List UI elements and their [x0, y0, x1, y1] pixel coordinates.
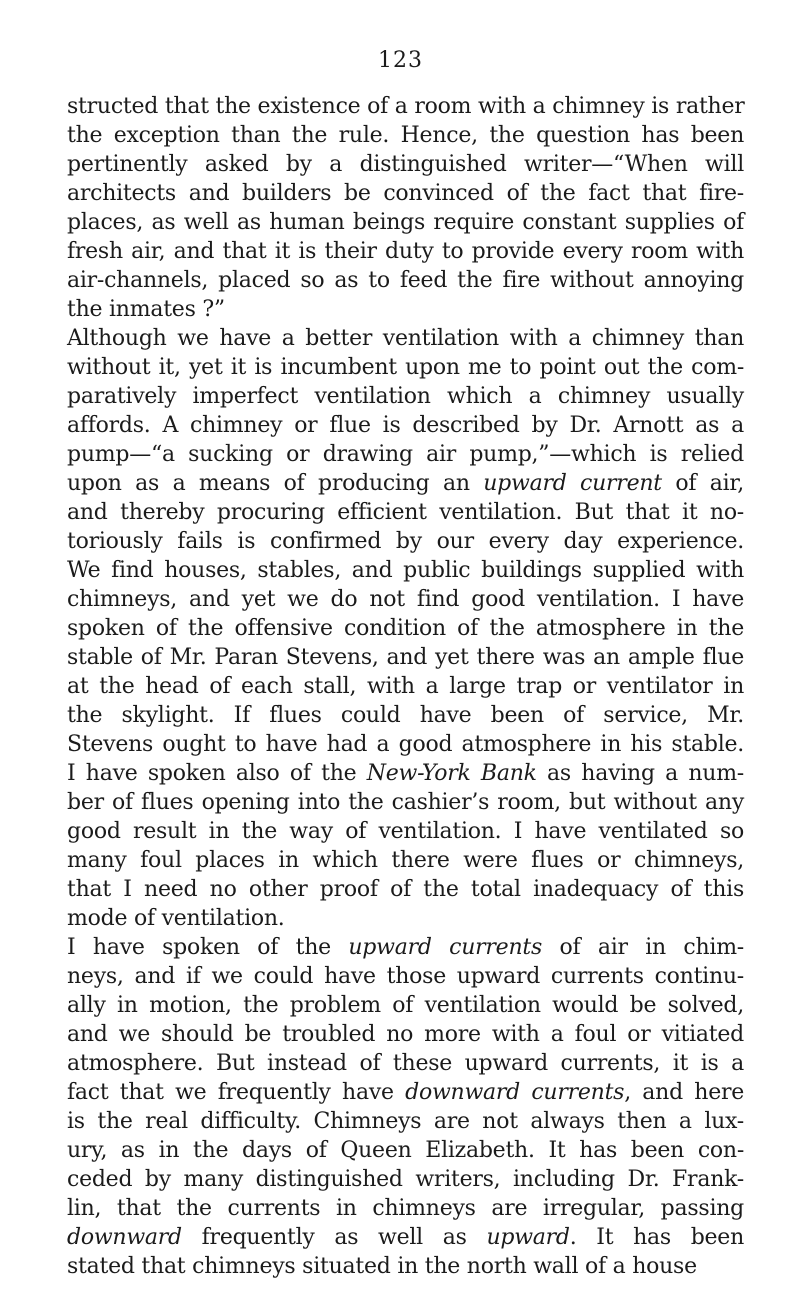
- line-text: Although we have a better ventilation with a chimney than: [67, 326, 744, 351]
- line-text: frequently as well as: [181, 1225, 487, 1250]
- line-text: many foul places in which there were flues or chimneys,: [67, 848, 744, 873]
- text-line: [67, 614, 744, 643]
- text-line: [67, 933, 744, 962]
- text-line: [67, 991, 744, 1020]
- line-text: Stevens ought to have had a good atmosphere in his stable.: [67, 732, 744, 757]
- text-line: [67, 353, 744, 382]
- italic-text: upward current: [483, 471, 662, 496]
- text-line: [67, 237, 744, 266]
- text-line: [67, 1136, 744, 1165]
- text-line: [67, 92, 744, 121]
- text-line: [67, 701, 744, 730]
- line-text: ber of flues opening into the cashier’s room, but without any: [67, 790, 744, 815]
- text-line: [67, 643, 744, 672]
- line-text: , and here: [624, 1080, 744, 1105]
- line-text: ury, as in the days of Queen Elizabeth. It has been con-: [67, 1138, 744, 1163]
- text-line: [67, 382, 744, 411]
- body-text: [67, 92, 744, 1281]
- italic-text: downward: [67, 1225, 182, 1250]
- text-line: [67, 1252, 744, 1281]
- text-line: [67, 324, 744, 353]
- italic-text: New-York Bank: [366, 761, 537, 786]
- text-line: [67, 1078, 744, 1107]
- line-text: the skylight. If flues could have been of service, Mr.: [67, 703, 744, 728]
- line-text: the exception than the rule. Hence, the question has been: [67, 123, 744, 148]
- text-line: [67, 469, 744, 498]
- line-text: ally in motion, the problem of ventilation would be solved,: [67, 993, 744, 1018]
- italic-text: upward: [486, 1225, 570, 1250]
- line-text: neys, and if we could have those upward currents continu-: [67, 964, 744, 989]
- text-line: [67, 904, 744, 933]
- page-number: 123: [378, 48, 423, 73]
- line-text: of air,: [661, 471, 744, 496]
- italic-text: upward currents: [348, 935, 542, 960]
- text-line: [67, 585, 744, 614]
- text-line: [67, 672, 744, 701]
- text-line: [67, 730, 744, 759]
- text-line: [67, 1049, 744, 1078]
- line-text: upon as a means of producing an: [67, 471, 484, 496]
- text-line: [67, 498, 744, 527]
- line-text: stable of Mr. Paran Stevens, and yet there was an ample flue: [67, 645, 744, 670]
- text-line: [67, 208, 744, 237]
- line-text: spoken of the offensive condition of the atmosphere in the: [67, 616, 744, 641]
- text-line: [67, 1194, 744, 1223]
- line-text: . It has been: [569, 1225, 744, 1250]
- line-text: paratively imperfect ventilation which a chimney usually: [67, 384, 744, 409]
- text-line: [67, 295, 744, 324]
- line-text: We find houses, stables, and public buildings supplied with: [67, 558, 744, 583]
- line-text: and thereby procuring efficient ventilation. But that it no-: [67, 500, 744, 525]
- text-line: [67, 121, 744, 150]
- text-line: [67, 962, 744, 991]
- line-text: toriously fails is confirmed by our every day experience.: [67, 529, 744, 554]
- line-text: architects and builders be convinced of the fact that fire-: [67, 181, 744, 206]
- text-line: [67, 788, 744, 817]
- text-line: [67, 1107, 744, 1136]
- text-line: [67, 1223, 744, 1252]
- line-text: chimneys, and yet we do not find good ventilation. I have: [67, 587, 744, 612]
- text-line: [67, 1020, 744, 1049]
- text-line: [67, 556, 744, 585]
- line-text: stated that chimneys situated in the north wall of a house: [67, 1254, 697, 1279]
- text-line: [67, 1165, 744, 1194]
- line-text: structed that the existence of a room with a chimney is rather: [67, 94, 745, 119]
- line-text: at the head of each stall, with a large trap or ventilator in: [67, 674, 744, 699]
- text-line: [67, 440, 744, 469]
- line-text: I have spoken of the: [67, 935, 349, 960]
- line-text: is the real difficulty. Chimneys are not always then a lux-: [67, 1109, 744, 1134]
- line-text: without it, yet it is incumbent upon me to point out the com-: [67, 355, 744, 380]
- line-text: good result in the way of ventilation. I have ventilated so: [67, 819, 744, 844]
- text-line: [67, 266, 744, 295]
- line-text: mode of ventilation.: [67, 906, 285, 931]
- line-text: affords. A chimney or flue is described by Dr. Arnott as a: [67, 413, 744, 438]
- text-line: [67, 179, 744, 208]
- text-line: [67, 150, 744, 179]
- line-text: pertinently asked by a distinguished writer—“When will: [67, 152, 744, 177]
- line-text: places, as well as human beings require constant supplies of: [67, 210, 744, 235]
- text-line: [67, 759, 744, 788]
- text-line: [67, 411, 744, 440]
- text-line: [67, 875, 744, 904]
- line-text: pump—“a sucking or drawing air pump,”—which is relied: [67, 442, 744, 467]
- text-line: [67, 817, 744, 846]
- line-text: as having a num-: [536, 761, 744, 786]
- text-line: [67, 527, 744, 556]
- line-text: fresh air, and that it is their duty to provide every room with: [67, 239, 744, 264]
- line-text: the inmates ?”: [67, 297, 225, 322]
- line-text: and we should be troubled no more with a foul or vitiated: [67, 1022, 744, 1047]
- line-text: atmosphere. But instead of these upward currents, it is a: [67, 1051, 744, 1076]
- line-text: that I need no other proof of the total inadequacy of this: [67, 877, 744, 902]
- line-text: of air in chim-: [542, 935, 744, 960]
- italic-text: downward currents: [405, 1080, 625, 1105]
- line-text: fact that we frequently have: [67, 1080, 406, 1105]
- line-text: air-channels, placed so as to feed the fire without annoying: [67, 268, 744, 293]
- line-text: ceded by many distinguished writers, including Dr. Frank-: [67, 1167, 744, 1192]
- text-line: [67, 846, 744, 875]
- line-text: lin, that the currents in chimneys are irregular, passing: [67, 1196, 744, 1221]
- line-text: I have spoken also of the: [67, 761, 367, 786]
